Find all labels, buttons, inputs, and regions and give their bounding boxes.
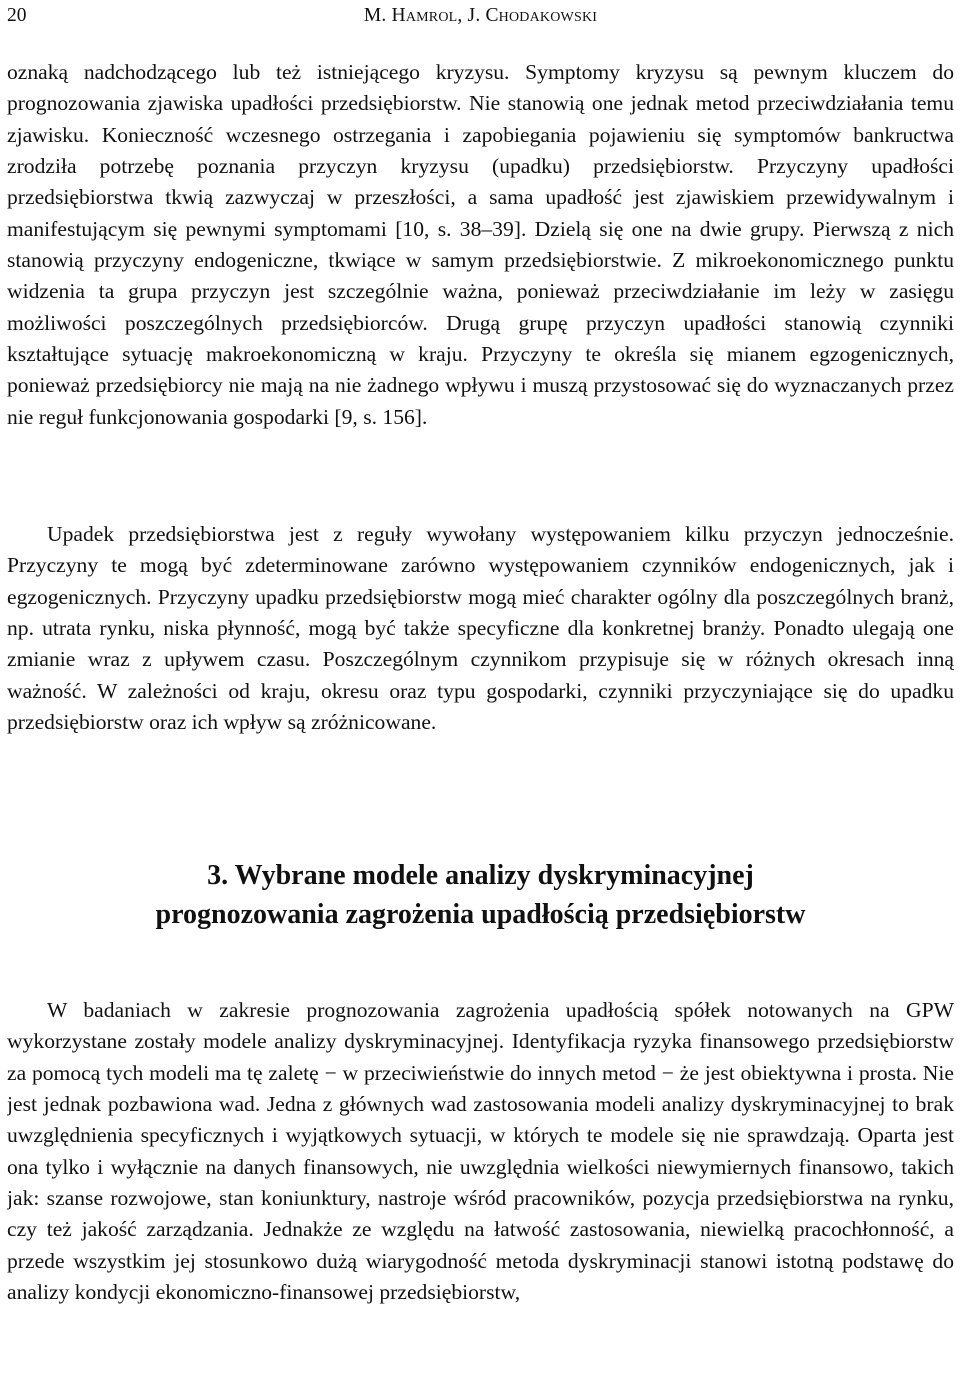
document-page: [7, 0, 954, 1385]
running-header-authors: M. Hamrol, J. Chodakowski: [363, 5, 598, 26]
section-heading-line-2: prognozowania zagrożenia upadłością przedsiębiorstw: [155, 899, 806, 930]
paragraph-bankruptcy-causes-continuation: oznaką nadchodzącego lub też istniejącego kryzysu. Symptomy kryzysu są pewnym kluczem do prognozowania zjawiska upadłości przedsiębiorstw. Nie stanowią one jednak metod przeciwdziałania temu zjawisku. Konieczność wczesnego ostrzegania i zapobiegania pojawieniu się symptomów bankructwa zrodziła potrzebę poznania przyczyn kryzysu (upadku) przedsiębiorstw. Przyczyny upadłości przedsiębiorstwa tkwią zazwyczaj w przeszłości, a sama upadłość jest zjawiskiem przewidywalnym i manifestującym się pewnymi symptomami [10, s. 38–39]. Dzielą się one na dwie grupy. Pierwszą z nich stanowią przyczyny endogeniczne, tkwiące w samym przedsiębiorstwie. Z mikroekonomicznego punktu widzenia ta grupa przyczyn jest szczególnie ważna, ponieważ przeciwdziałanie im leży w zasięgu możliwości poszczególnych przedsiębiorców. Drugą grupę przyczyn upadłości stanowią czynniki kształtujące sytuację makroekonomiczną w kraju. Przyczyny te określa się mianem egzogenicznych, ponieważ przedsiębiorcy nie mają na nie żadnego wpływu i muszą przystosować się do wyznaczanych przez nie reguł funkcjonowania gospodarki [9, s. 156].: [7, 60, 954, 429]
running-header: [7, 3, 954, 29]
paragraph-causes-overview: Upadek przedsiębiorstwa jest z reguły wywołany występowaniem kilku przyczyn jednocześnie. Przyczyny te mogą być zdeterminowane zarówno występowaniem czynników endogenicznych, jak i egzogenicznych. Przyczyny upadku przedsiębiorstw mogą mieć charakter ogólny dla poszczególnych branż, np. utrata rynku, niska płynność, mogą być także specyficzne dla konkretnej branży. Ponadto ulegają one zmianie wraz z upływem czasu. Poszczególnym czynnikom przypisuje się w różnych okresach inną ważność. W zależności od kraju, okresu oraz typu gospodarki, czynniki przyczyniające się do upadku przedsiębiorstw oraz ich wpływ są zróżnicowane.: [7, 522, 954, 735]
section-heading: [7, 856, 954, 934]
paragraph-discriminant-models: W badaniach w zakresie prognozowania zagrożenia upadłością spółek notowanych na GPW wykorzystane zostały modele analizy dyskryminacyjnej. Identyfikacja ryzyka finansowego przedsiębiorstw za pomocą tych modeli ma tę zaletę − w przeciwieństwie do innych metod − że jest obiektywna i prosta. Nie jest jednak pozbawiona wad. Jedna z głównych wad zastosowania modeli analizy dyskryminacyjnej to brak uwzględnienia specyficznych i wyjątkowych sytuacji, w których te modele się nie sprawdzają. Oparta jest ona tylko i wyłącznie na danych finansowych, nie uwzględnia wielkości niewymiernych finansowo, takich jak: szanse rozwojowe, stan koniunktury, nastroje wśród pracowników, pozycja przedsiębiorstwa na rynku, czy też jakość zarządzania. Jednakże ze względu na łatwość zastosowania, niewielką pracochłonność, a przede wszystkim jej stosunkowo dużą wiarygodność metoda dyskryminacji stanowi istotną podstawę do analizy kondycji ekonomiczno-finansowej przedsiębiorstw,: [7, 998, 954, 1305]
section-heading-line-1: 3. Wybrane modele analizy dyskryminacyjnej: [207, 860, 754, 891]
page-number: 20: [7, 5, 27, 26]
